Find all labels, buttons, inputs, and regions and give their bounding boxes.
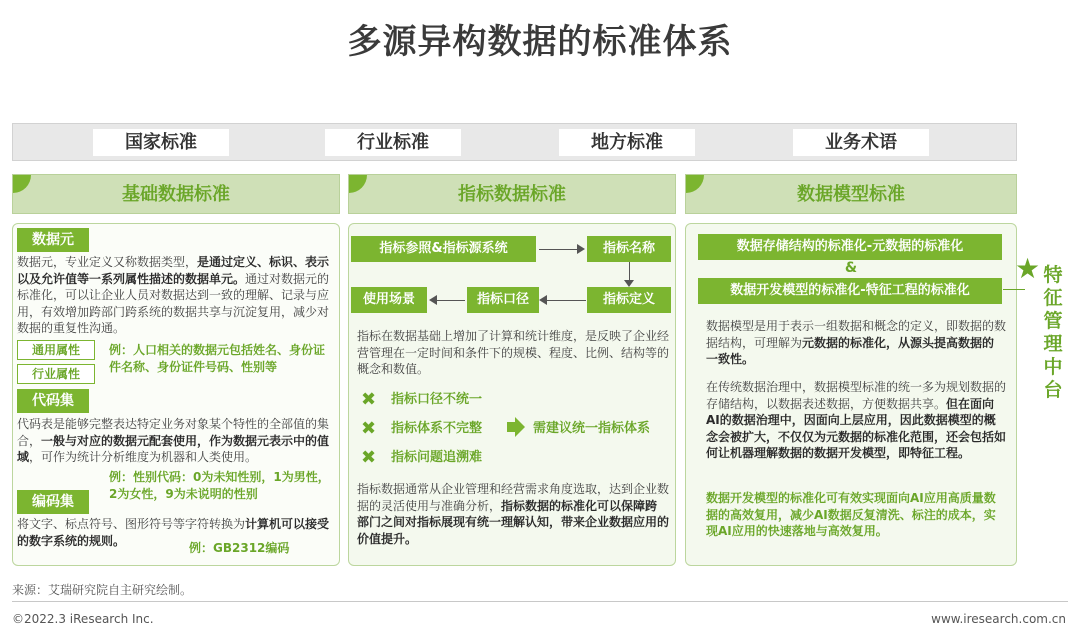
encoding-set-text: 将文字、标点符号、图形符号等字符转换为计算机可以接受的数字系统的规则。 [17,517,330,548]
header-model [685,174,1017,214]
arrow-down [629,262,630,282]
arrow-head-right [577,244,585,254]
code-set-text: 代码表是能够完整表达特定业务对象某个特性的全部值的集合，一般与对应的数据元配套使用，作为数据元表示中的值域，可作为统计分析维度为机器和人类使用。 [17,417,330,464]
standard-industry: 行业标准 [325,129,461,156]
header-indicator [348,174,676,214]
tag-encoding-set: 编码集 [17,490,89,514]
flow-usage-scenario: 使用场景 [351,287,427,313]
arrow-left [435,300,465,301]
header-basic-label: 基础数据标准 [122,184,230,205]
data-element-text: 数据元，专业定义又称数据类型，是通过定义、标识、表示以及允许值等一系列属性描述的数据单元。通过对数据元的标准化，可以让企业人员对数据达到一致的理解、记录与应用，有效增加跨部门跨系统的数据共享与沉淀复用，减少对数据的重复性沟通。 [17,255,330,335]
arrow-head-left [539,295,547,305]
website: www.iresearch.com.cn [931,612,1066,626]
panel-model [685,223,1017,566]
arrow-right-icon [507,422,515,432]
solution-text: 需建议统一指标体系 [533,421,651,436]
ampersand: & [844,260,858,276]
flow-ref-system: 指标参照&指标源系统 [351,236,536,262]
feature-platform-label: 特征管理中台 [1043,264,1063,401]
tag-general-attribute: 通用属性 [17,340,95,360]
footer-divider [12,601,1068,602]
arrow-head-left [429,295,437,305]
problem-3: 指标问题追溯难 [391,450,483,465]
cross-icon: ✖ [361,447,377,468]
data-element-example: 例：人口相关的数据元包括姓名、身份证件名称、身份证件号码、性别等 [109,343,326,374]
header-model-label: 数据模型标准 [797,184,905,205]
arrow-right [539,249,579,250]
arrow-head-down [624,280,634,287]
tag-code-set: 代码集 [17,389,89,413]
problem-1: 指标口径不统一 [391,392,483,407]
code-set-example: 例：性别代码：0为未知性别，1为男性，2为女性，9为未说明的性别 [109,470,330,501]
tag-industry-attribute: 行业属性 [17,364,95,384]
model-paragraph-1: 数据模型是用于表示一组数据和概念的定义，即数据的数据结构，可理解为元数据的标准化，从源头提高数据的一致性。 [706,319,1007,366]
arrow-to-feature [1003,289,1025,290]
cross-icon: ✖ [361,389,377,410]
standard-business-terms: 业务术语 [793,129,929,156]
encoding-set-example: 例：GB2312编码 [189,541,290,555]
arrow-left [546,300,586,301]
tag-data-element: 数据元 [17,228,89,252]
header-basic [12,174,340,214]
panel-indicator [348,223,676,566]
flow-indicator-name: 指标名称 [587,236,671,262]
header-indicator-label: 指标数据标准 [458,184,566,205]
standard-local: 地方标准 [559,129,695,156]
standard-national: 国家标准 [93,129,229,156]
model-paragraph-2: 在传统数据治理中，数据模型标准的统一多为规划数据的存储结构，以数据表述数据，方便数据共享。但在面向AI的数据治理中，因面向上层应用，因此数据模型的概念会被扩大，不仅仅为元数据的标准化范围，还会包括如何让机器理解数据的数据开发模型，即特征工程。 [706,380,1007,460]
problem-2: 指标体系不完整 [391,421,483,436]
star-icon: ★ [1015,252,1041,285]
page-title: 多源异构数据的标准体系 [347,22,733,62]
arrow-head-icon [515,417,525,437]
flow-indicator-caliber: 指标口径 [467,287,539,313]
indicator-summary: 指标数据通常从企业管理和经营需求角度选取，达到企业数据的灵活使用与准确分析，指标数据的标准化可以保障跨部门之间对指标展现有统一理解认知，带来企业数据应用的价值提升。 [357,482,670,546]
panel-basic [12,223,340,566]
model-box-storage: 数据存储结构的标准化-元数据的标准化 [698,234,1002,260]
cross-icon: ✖ [361,418,377,439]
standards-bar [12,123,1017,161]
model-paragraph-3: 数据开发模型的标准化可有效实现面向AI应用高质量数据的高效复用，减少AI数据反复清洗、标注的成本，实现AI应用的快速落地与高效复用。 [706,491,996,538]
copyright: ©2022.3 iResearch Inc. [12,612,154,626]
flow-indicator-definition: 指标定义 [587,287,671,313]
model-box-development: 数据开发模型的标准化-特征工程的标准化 [698,278,1002,304]
source-note: 来源：艾瑞研究院自主研究绘制。 [12,583,193,597]
indicator-description: 指标在数据基础上增加了计算和统计维度，是反映了企业经营管理在一定时间和条件下的规模、程度、比例、结构等的概念和数值。 [357,329,670,376]
